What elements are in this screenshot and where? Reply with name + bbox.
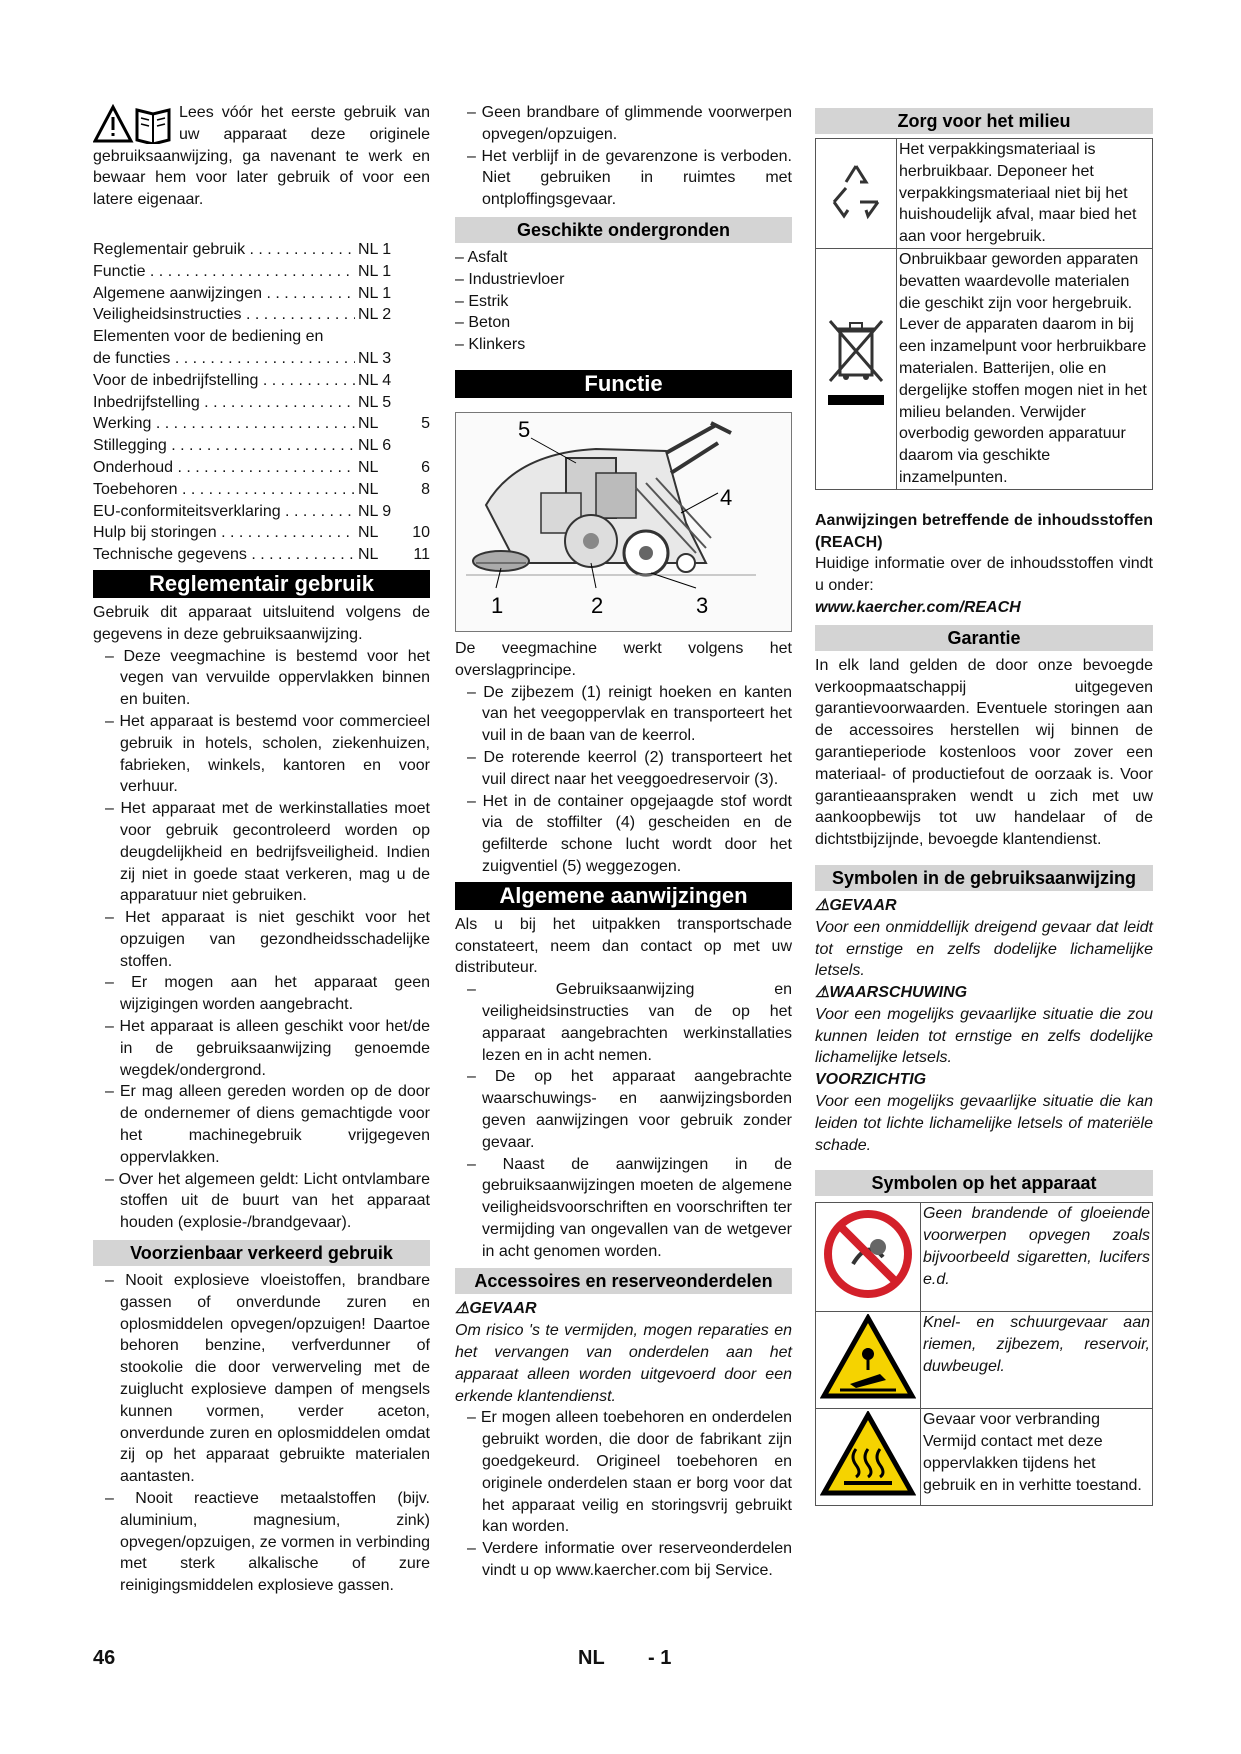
list-item: – Klinkers [455,334,792,356]
toc-label: Toebehoren . . . [93,479,355,501]
reach-url: www.kaercher.com/REACH [815,598,1021,616]
toc-label: Voor de inbedrijfstelling . . . [93,370,355,392]
toc-row [93,283,430,305]
heading-verkeerd: Voorzienbaar verkeerd gebruik [93,1240,430,1266]
toc-page: 10 [412,524,430,542]
warning-triangle-icon: ⚠ [815,984,830,1002]
symbol-title-waarschuwing: ⚠WAARSCHUWING [815,984,968,1002]
milieu-text-2: Onbruikbaar geworden apparaten bevatten waardevolle materialen die geschikt zijn voor hergebruik. Lever de apparaten daarom in bij een inzamelpunt voor herbruikbare materialen. Batterijen, olie en dergelijke stoffen mogen niet in het milieu belanden. Verwijder overbodig geworden apparatuur daarom via geschikte inzamelpunten. [897,248,1153,489]
toc-page: 8 [421,480,430,498]
heading-algemene: Algemene aanwijzingen [455,882,792,910]
toc-page [396,435,430,457]
toc-nl: NL 2 [358,306,392,324]
accessoires-list [455,1407,792,1581]
intro-block [93,102,430,211]
col2-top-list [455,102,792,211]
heading-accessoires: Accessoires en reserveonderdelen [455,1268,792,1294]
accessoires-warning-title: ⚠GEVAAR [455,1300,537,1318]
list-item: – Geen brandbare of glimmende voorwerpen opvegen/opzuigen. [455,102,792,146]
toc-label: Technische gegevens . . . [93,544,355,566]
toc-nl: NL [358,458,379,476]
symbol-text-waarschuwing: Voor een mogelijks gevaarlijke situatie die zou kunnen leiden tot ernstige en zelfs dodelijke lichamelijke letsels. [815,1005,1153,1067]
toc-nl: NL 1 [358,284,392,302]
list-item: – De roterende keerrol (2) transporteert het vuil direct naar het veeggoedreservoir (3). [455,747,792,791]
toc-row [93,304,430,326]
toc-label: Onderhoud . . . [93,457,355,479]
crossed-bin-icon [824,315,888,415]
figure-label-1: 1 [491,592,504,618]
toc-page [396,304,430,326]
toc-page [396,239,430,261]
functie-intro: De veegmachine werkt volgens het overslagprincipe. [455,639,792,679]
toc-label: Reglementair gebruik . . . [93,239,355,261]
reglementair-list [93,646,430,1235]
toc-label: Functie . . . [93,261,355,283]
toc-nl: NL [358,480,379,498]
footer-language: NL [578,1647,605,1669]
list-item: – Het verblijf in de gevarenzone is verboden. Niet gebruiken in ruimtes met ontploffingsgevaar. [455,146,792,211]
heading-symbolen-apparaat: Symbolen op het apparaat [815,1170,1153,1196]
reach-heading: Aanwijzingen betreffende de inhoudsstoffen (REACH) [815,511,1153,551]
toc-row [93,348,430,370]
recycle-icon [826,160,886,220]
list-item: – Over het algemeen geldt: Licht ontvlambare stoffen uit de buurt van het apparaat houden (explosie-/brandgevaar). [93,1169,430,1234]
algemene-intro: Als u bij het uitpakken transportschade constateert, neem dan contact op met uw distributeur. [455,915,792,977]
toc-page [396,370,430,392]
toc-page [396,501,430,523]
toc-page [396,261,430,283]
symbolen-apparaat-table [815,1202,1153,1506]
heading-garantie: Garantie [815,625,1153,651]
table-row [816,248,1153,489]
list-item: – De op het apparaat aangebrachte waarschuwings- en aanwijzingsborden geven aanwijzingen voor gebruik zonder gevaar. [455,1066,792,1153]
toc-page: 5 [421,415,430,433]
toc-row [93,413,430,435]
toc-page [396,392,430,414]
no-burning-objects-icon [823,1209,913,1299]
table-of-contents [93,239,430,566]
toc-nl: NL 3 [358,349,392,367]
symbol-text-voorzichtig: Voor een mogelijks gevaarlijke situatie die kan leiden tot lichte lichamelijke letsels of materiële schade. [815,1093,1153,1154]
toc-page [396,283,430,305]
list-item: – Het apparaat is alleen geschikt voor het/de in de gebruiksaanwijzing genoemde wegdek/ondergrond. [93,1016,430,1081]
list-item: – Deze veegmachine is bestemd voor het vegen van vervuilde oppervlakken binnen en buiten. [93,646,430,711]
toc-row [93,370,430,392]
reglementair-intro: Gebruik dit apparaat uitsluitend volgens de gegevens in deze gebruiksaanwijzing. [93,603,430,643]
reach-text: Huidige informatie over de inhoudsstoffen vindt u onder: [815,555,1153,595]
symbol-text-gevaar: Voor een onmiddellijk dreigend gevaar dat leidt tot ernstige en zelfs dodelijke lichamelijke letsels. [815,918,1153,980]
figure-label-5: 5 [518,416,531,442]
intro-text: Lees vóór het eerste gebruik van uw apparaat deze originele gebruiksaanwijzing, ga navenant te werk en bewaar hem voor later gebruik of voor een latere eigenaar. [93,104,430,209]
toc-row [93,435,430,457]
toc-label: Elementen voor de bediening en [93,328,324,346]
list-item: – Estrik [455,291,792,313]
list-item: – Beton [455,312,792,334]
toc-nl: NL 1 [358,240,392,258]
figure-label-3: 3 [696,592,709,618]
toc-row [93,479,430,501]
toc-page: 6 [421,458,430,476]
toc-nl: NL [358,415,379,433]
list-item: – Er mogen aan het apparaat geen wijzigingen worden aangebracht. [93,972,430,1016]
toc-nl: NL 9 [358,502,392,520]
toc-page: 11 [413,546,430,564]
functie-list [455,682,792,878]
list-item: – Industrievloer [455,269,792,291]
list-item: – Er mogen alleen toebehoren en onderdelen gebruikt worden, die door de fabrikant zijn goedgekeurd. Origineel toebehoren en originele onderdelen staan er borg voor dat het apparaat veilig en storingsvrij gebruikt kan worden. [455,1407,792,1538]
symbol-row-text-3: Gevaar voor verbranding Vermijd contact met deze oppervlakken tijdens het gebruik en in verhitte toestand. [921,1409,1153,1506]
list-item: – Verdere informatie over reserveonderdelen vindt u op www.kaercher.com bij Service. [455,1538,792,1582]
symbol-row-text-2: Knel- en schuurgevaar aan riemen, zijbezem, reservoir, duwbeugel. [921,1312,1153,1409]
symbol-title-voorzichtig: VOORZICHTIG [815,1071,927,1089]
list-item: – Gebruiksaanwijzing en veiligheidsinstructies van de op het apparaat aangebrachten werkinstallaties lezen en in acht nemen. [455,979,792,1066]
column-1 [93,102,430,1597]
column-3 [815,102,1153,1506]
toc-label: de functies . . . [93,348,355,370]
verkeerd-list [93,1270,430,1597]
list-item: – De zijbezem (1) reinigt hoeken en kanten van het veegoppervlak en transporteert het vuil in de baan van de keerrol. [455,682,792,747]
accessoires-warning-text: Om risico 's te vermijden, mogen reparaties en het vervangen van onderdelen aan het apparaat alleen worden uitgevoerd door een erkende klantendienst. [455,1322,792,1405]
list-item: – Het in de container opgejaagde stof wordt via de stoffilter (4) gescheiden en de gefilterde schone lucht wordt door het zuigventiel (5) weggezogen. [455,791,792,878]
toc-row [93,501,430,523]
sweeper-machine-illustration [456,413,791,631]
toc-page [396,348,430,370]
toc-label: Veiligheidsinstructies . . . [93,304,355,326]
toc-row [93,261,430,283]
heading-ondergronden: Geschikte ondergronden [455,217,792,243]
ondergronden-list [455,247,792,356]
toc-label: Werking . . . [93,413,355,435]
heading-milieu: Zorg voor het milieu [815,108,1153,134]
table-row [816,1409,1153,1506]
toc-nl: NL 4 [358,371,392,389]
toc-nl: NL 1 [358,262,392,280]
heading-reglementair: Reglementair gebruik [93,570,430,598]
toc-row [93,457,430,479]
footer-section-number: - 1 [648,1647,672,1669]
figure-label-4: 4 [720,484,733,510]
toc-label: Algemene aanwijzingen . . . [93,283,355,305]
symbol-row-text-1: Geen brandende of gloeiende voorwerpen opvegen zoals bijvoorbeeld sigaretten, lucifers e.d. [921,1203,1153,1312]
toc-label: Inbedrijfstelling . . . [93,392,355,414]
column-2 [455,102,792,1582]
toc-row [93,239,430,261]
toc-nl: NL [358,546,379,564]
hot-surface-icon [820,1411,916,1497]
list-item: – Asfalt [455,247,792,269]
algemene-list [455,979,792,1262]
toc-label: Stillegging . . . [93,435,355,457]
heading-symbolen-gebruik: Symbolen in de gebruiksaanwijzing [815,865,1153,891]
garantie-text: In elk land gelden de door onze bevoegde verkoopmaatschappij uitgegeven garantievoorwaarden. Eventuele storingen aan de accessoires herstellen wij binnen de garantieperiode kostenloos voor zover een materiaal- of productiefout de oorzaak is. Voor garantieaanspraken wendt u zich met uw aankoopbewijs tot uw handelaar of de dichtstbijzijnde, bevoegde klantendienst. [815,656,1153,849]
list-item: – Het apparaat is niet geschikt voor het opzuigen van gezondheidsschadelijke stoffen. [93,907,430,972]
milieu-table [815,138,1153,490]
list-item: – Het apparaat met de werkinstallaties moet voor gebruik gecontroleerd worden op deugdelijkheid en bedrijfsveiligheid. Indien zij niet in goede staat verkeren, mag u de apparatuur niet gebruiken. [93,798,430,907]
pinch-hazard-icon [820,1314,916,1400]
table-row [816,1203,1153,1312]
table-row [816,1312,1153,1409]
page-number: 46 [93,1647,116,1669]
list-item: – Er mag alleen gereden worden op de door de ondernemer of diens gemachtigde voor het machinegebruik vrijgegeven oppervlakken. [93,1081,430,1168]
list-item: – Nooit explosieve vloeistoffen, brandbare gassen of onverdunde zuren en oplosmiddelen opvegen/opzuigen! Daartoe behoren benzine, verfverdunner of stookolie die door verwerveling met de zuiglucht explosieve dampen of mengsels kunnen vormen, verder aceton, onverdunde zuren en oplosmiddelen omdat zij op het apparaat gebruikte materialen aantasten. [93,1270,430,1488]
toc-label: EU-conformiteitsverklaring . . . [93,501,355,523]
warning-triangle-icon: ⚠ [455,1300,470,1318]
table-row [816,139,1153,249]
toc-nl: NL [358,524,379,542]
figure-label-2: 2 [591,592,604,618]
toc-row [93,544,430,566]
toc-row [93,522,430,544]
heading-functie: Functie [455,370,792,398]
milieu-text-1: Het verpakkingsmateriaal is herbruikbaar. Deponeer het verpakkingsmateriaal niet bij het huishoudelijk afval, maar bied het aan voor hergebruik. [897,139,1153,249]
toc-nl: NL 6 [358,437,392,455]
toc-label: Hulp bij storingen . . . [93,522,355,544]
toc-nl: NL 5 [358,393,392,411]
warning-triangle-icon: ⚠ [815,896,830,914]
toc-row [93,392,430,414]
symbol-title-gevaar: ⚠GEVAAR [815,896,897,914]
list-item: – Nooit reactieve metaalstoffen (bijv. aluminium, magnesium, zink) opvegen/opzuigen, ze vormen in verbinding met sterk alkalische of zure reinigingsmiddelen explosieve gassen. [93,1488,430,1597]
toc-row [93,326,430,348]
sweeper-figure [455,412,792,632]
list-item: – Het apparaat is bestemd voor commercieel gebruik in hotels, scholen, ziekenhuizen, fabrieken, winkels, kantoren en voor verhuur. [93,711,430,798]
list-item: – Naast de aanwijzingen in de gebruiksaanwijzingen moeten de algemene veiligheidsvoorschriften en voorschriften ter vermijding van ongevallen van de wetgever in acht genomen worden. [455,1154,792,1263]
warning-manual-icon [93,104,175,144]
